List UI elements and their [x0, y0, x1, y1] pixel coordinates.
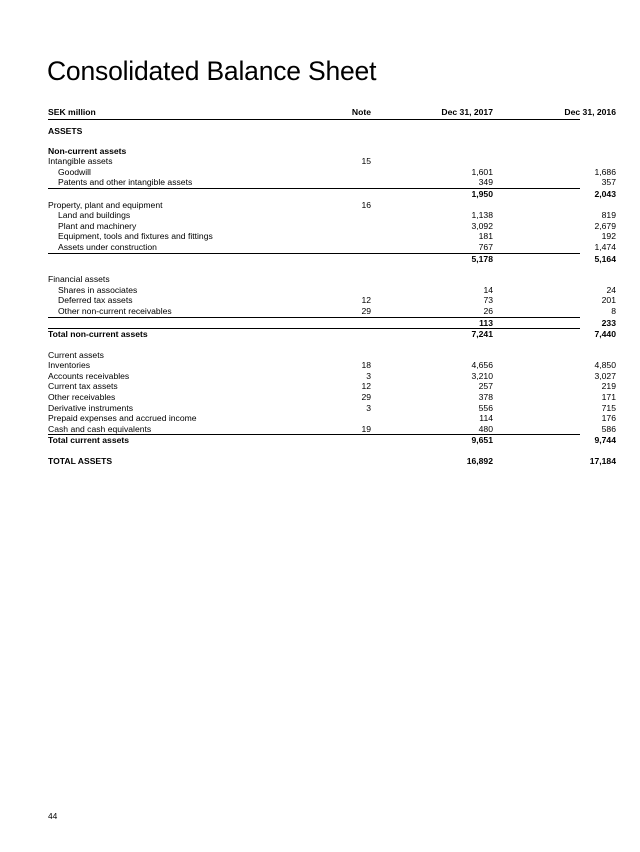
row-label: Other receivables [48, 392, 116, 403]
row-value-2016: 233 [601, 317, 616, 328]
row-label: Derivative instruments [48, 402, 134, 413]
row-value-2017: 480 [478, 423, 493, 434]
table-row [48, 284, 616, 296]
table-row [48, 126, 580, 137]
row-value-2017: 1,950 [471, 188, 493, 199]
row-value-2017: 14 [483, 284, 493, 295]
table-row [48, 274, 580, 285]
subtotal-row [48, 253, 616, 265]
table-row [48, 231, 616, 242]
row-value-2017: 16,892 [466, 456, 493, 467]
row-note: 3 [366, 370, 371, 381]
table-row [48, 392, 616, 403]
row-value-2017: 3,092 [471, 220, 493, 231]
subtotal-row [48, 188, 616, 200]
row-note: 18 [361, 360, 371, 371]
row-value-2016: 17,184 [589, 456, 616, 467]
row-label: Property, plant and equipment [48, 199, 163, 210]
row-note: 12 [361, 295, 371, 306]
row-value-2016: 176 [601, 413, 616, 424]
table-row [48, 350, 580, 361]
header-dec-2017: Dec 31, 2017 [441, 107, 493, 117]
row-note: 19 [361, 423, 371, 434]
row-value-2017: 378 [478, 392, 493, 403]
table-row [48, 166, 616, 178]
header-note: Note [351, 107, 371, 117]
table-row [48, 381, 616, 392]
row-value-2016: 5,164 [594, 253, 616, 264]
row-value-2016: 8 [611, 305, 616, 316]
row-value-2017: 181 [478, 231, 493, 242]
table-row [48, 156, 580, 167]
row-value-2017: 556 [478, 402, 493, 413]
row-value-2016: 715 [601, 402, 616, 413]
row-label: Plant and machinery [58, 220, 137, 231]
row-label: Patents and other intangible assets [58, 177, 193, 188]
row-label: Equipment, tools and fixtures and fittings [58, 231, 213, 242]
row-value-2016: 1,474 [594, 241, 616, 252]
table-row [48, 456, 616, 467]
row-note: 3 [366, 402, 371, 413]
row-value-2017: 113 [479, 317, 493, 328]
row-label: Financial assets [48, 274, 110, 285]
row-label: Inventories [48, 360, 91, 371]
row-label: TOTAL ASSETS [48, 456, 113, 467]
page-title: Consolidated Balance Sheet [47, 56, 377, 86]
row-note: 12 [361, 381, 371, 392]
row-value-2016: 357 [601, 177, 616, 188]
row-value-2017: 9,651 [471, 435, 493, 446]
row-value-2016: 3,027 [594, 370, 616, 381]
row-value-2017: 26 [483, 305, 493, 316]
table-row [48, 423, 616, 436]
row-value-2016: 219 [601, 381, 616, 392]
row-note: 29 [361, 305, 371, 316]
row-value-2016: 7,440 [594, 329, 616, 340]
row-label: ASSETS [48, 126, 83, 136]
row-value-2017: 349 [478, 177, 493, 188]
row-value-2016: 1,686 [594, 166, 616, 177]
row-value-2016: 201 [601, 295, 616, 306]
row-label: Assets under construction [58, 241, 157, 252]
row-value-2016: 2,679 [594, 220, 616, 231]
row-value-2016: 4,850 [594, 360, 616, 371]
row-label: Cash and cash equivalents [48, 423, 152, 434]
table-row [48, 402, 616, 414]
row-value-2016: 819 [601, 210, 616, 221]
table-row [48, 295, 616, 306]
row-value-2017: 1,138 [471, 210, 493, 221]
row-label: Current tax assets [48, 381, 118, 392]
row-spacer [48, 446, 580, 456]
row-note: 15 [361, 156, 371, 167]
table-row [48, 210, 616, 221]
table-row [48, 177, 616, 189]
table-row [48, 370, 616, 382]
row-label: Shares in associates [58, 284, 138, 295]
row-note: 29 [361, 392, 371, 403]
row-value-2016: 171 [601, 392, 616, 403]
row-value-2016: 2,043 [594, 188, 616, 199]
row-value-2017: 4,656 [471, 360, 493, 371]
row-label: Land and buildings [58, 210, 131, 221]
row-note: 16 [361, 199, 371, 210]
row-label: Deferred tax assets [58, 295, 133, 306]
table-row [48, 305, 616, 318]
table-row [48, 360, 616, 371]
row-label: Other non-current receivables [58, 305, 172, 316]
header-dec-2016: Dec 31, 2016 [564, 107, 616, 117]
table-header [48, 107, 616, 120]
row-label: Non-current assets [48, 145, 127, 156]
header-currency-label: SEK million [48, 107, 96, 117]
table-row [48, 241, 616, 254]
table-row [48, 146, 580, 157]
row-value-2017: 767 [478, 241, 493, 252]
row-value-2016: 586 [601, 423, 616, 434]
row-label: Total non-current assets [48, 329, 148, 340]
table-row [48, 220, 616, 232]
row-label: Goodwill [58, 166, 91, 177]
table-row [48, 435, 616, 446]
row-value-2017: 114 [479, 413, 493, 424]
row-value-2016: 9,744 [594, 435, 616, 446]
table-row [48, 329, 616, 340]
row-label: Accounts receivables [48, 370, 130, 381]
balance-sheet-table [48, 107, 616, 467]
row-value-2017: 3,210 [471, 370, 493, 381]
page-number: 44 [48, 811, 58, 821]
row-label: Intangible assets [48, 156, 113, 167]
row-value-2017: 257 [478, 381, 493, 392]
row-spacer [48, 340, 580, 350]
row-value-2016: 192 [601, 231, 616, 242]
row-label: Prepaid expenses and accrued income [48, 413, 197, 424]
row-value-2017: 7,241 [471, 329, 493, 340]
table-row [48, 413, 616, 424]
row-value-2017: 73 [483, 295, 493, 306]
row-value-2017: 1,601 [471, 166, 493, 177]
subtotal-row [48, 317, 616, 330]
row-spacer [48, 264, 580, 274]
table-row [48, 200, 580, 211]
row-value-2016: 24 [606, 284, 616, 295]
row-value-2017: 5,178 [471, 253, 493, 264]
row-spacer [48, 137, 580, 146]
table-body [48, 120, 616, 467]
row-label: Current assets [48, 349, 104, 360]
row-label: Total current assets [48, 435, 130, 446]
